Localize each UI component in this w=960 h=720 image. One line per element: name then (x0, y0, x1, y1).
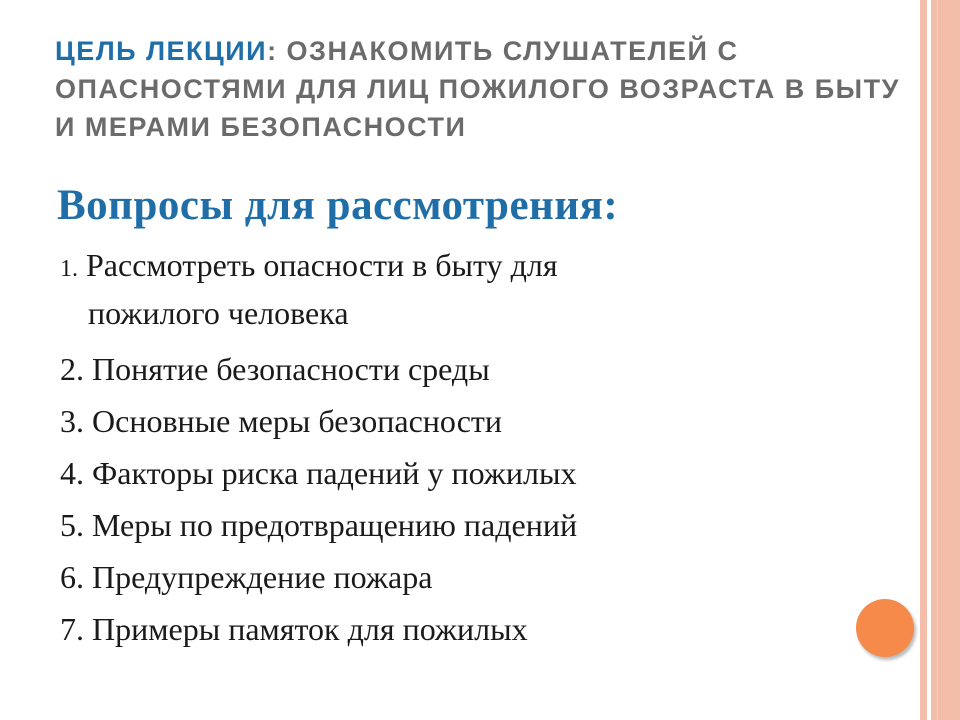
question-number: 2. (60, 351, 84, 387)
question-item-2 (60, 343, 900, 395)
question-number: 3. (60, 403, 84, 439)
question-text: Предупреждение пожара (84, 559, 433, 595)
question-number: 7. (60, 611, 84, 647)
lecture-goal-text: : ОЗНАКОМИТЬ СЛУШАТЕЛЕЙ С ОПАСНОСТЯМИ ДЛЯ ЛИЦ ПОЖИЛОГО ВОЗРАСТА В БЫТУ И МЕРАМИ БЕЗОПАСНОСТИ (55, 36, 900, 142)
question-number: 4. (60, 455, 84, 491)
decor-stripe-outer (931, 0, 960, 720)
question-item-4 (60, 447, 900, 499)
question-item-1 (60, 243, 900, 335)
question-text: Примеры памяток для пожилых (84, 611, 528, 647)
decorative-circle (856, 599, 914, 657)
questions-subtitle: Вопросы для рассмотрения: (57, 182, 619, 229)
question-text: Факторы риска падений у пожилых (84, 455, 577, 491)
question-text: Меры по предотвращению падений (84, 507, 578, 543)
decor-stripe-inner (920, 0, 927, 720)
question-item-6 (60, 551, 900, 603)
lecture-goal-label: ЦЕЛЬ ЛЕКЦИИ (55, 36, 268, 66)
question-number: 6. (60, 559, 84, 595)
question-item-5 (60, 499, 900, 551)
question-item-3 (60, 395, 900, 447)
question-text-continuation: пожилого человека (88, 295, 349, 331)
question-number: 5. (60, 507, 84, 543)
question-number: 1. (60, 256, 78, 282)
question-text: Рассмотреть опасности в быту для (78, 247, 558, 283)
question-text: Основные меры безопасности (84, 403, 502, 439)
question-text: Понятие безопасности среды (84, 351, 490, 387)
question-item-7 (60, 603, 900, 655)
questions-list (60, 243, 900, 655)
lecture-goal-heading (55, 32, 915, 146)
